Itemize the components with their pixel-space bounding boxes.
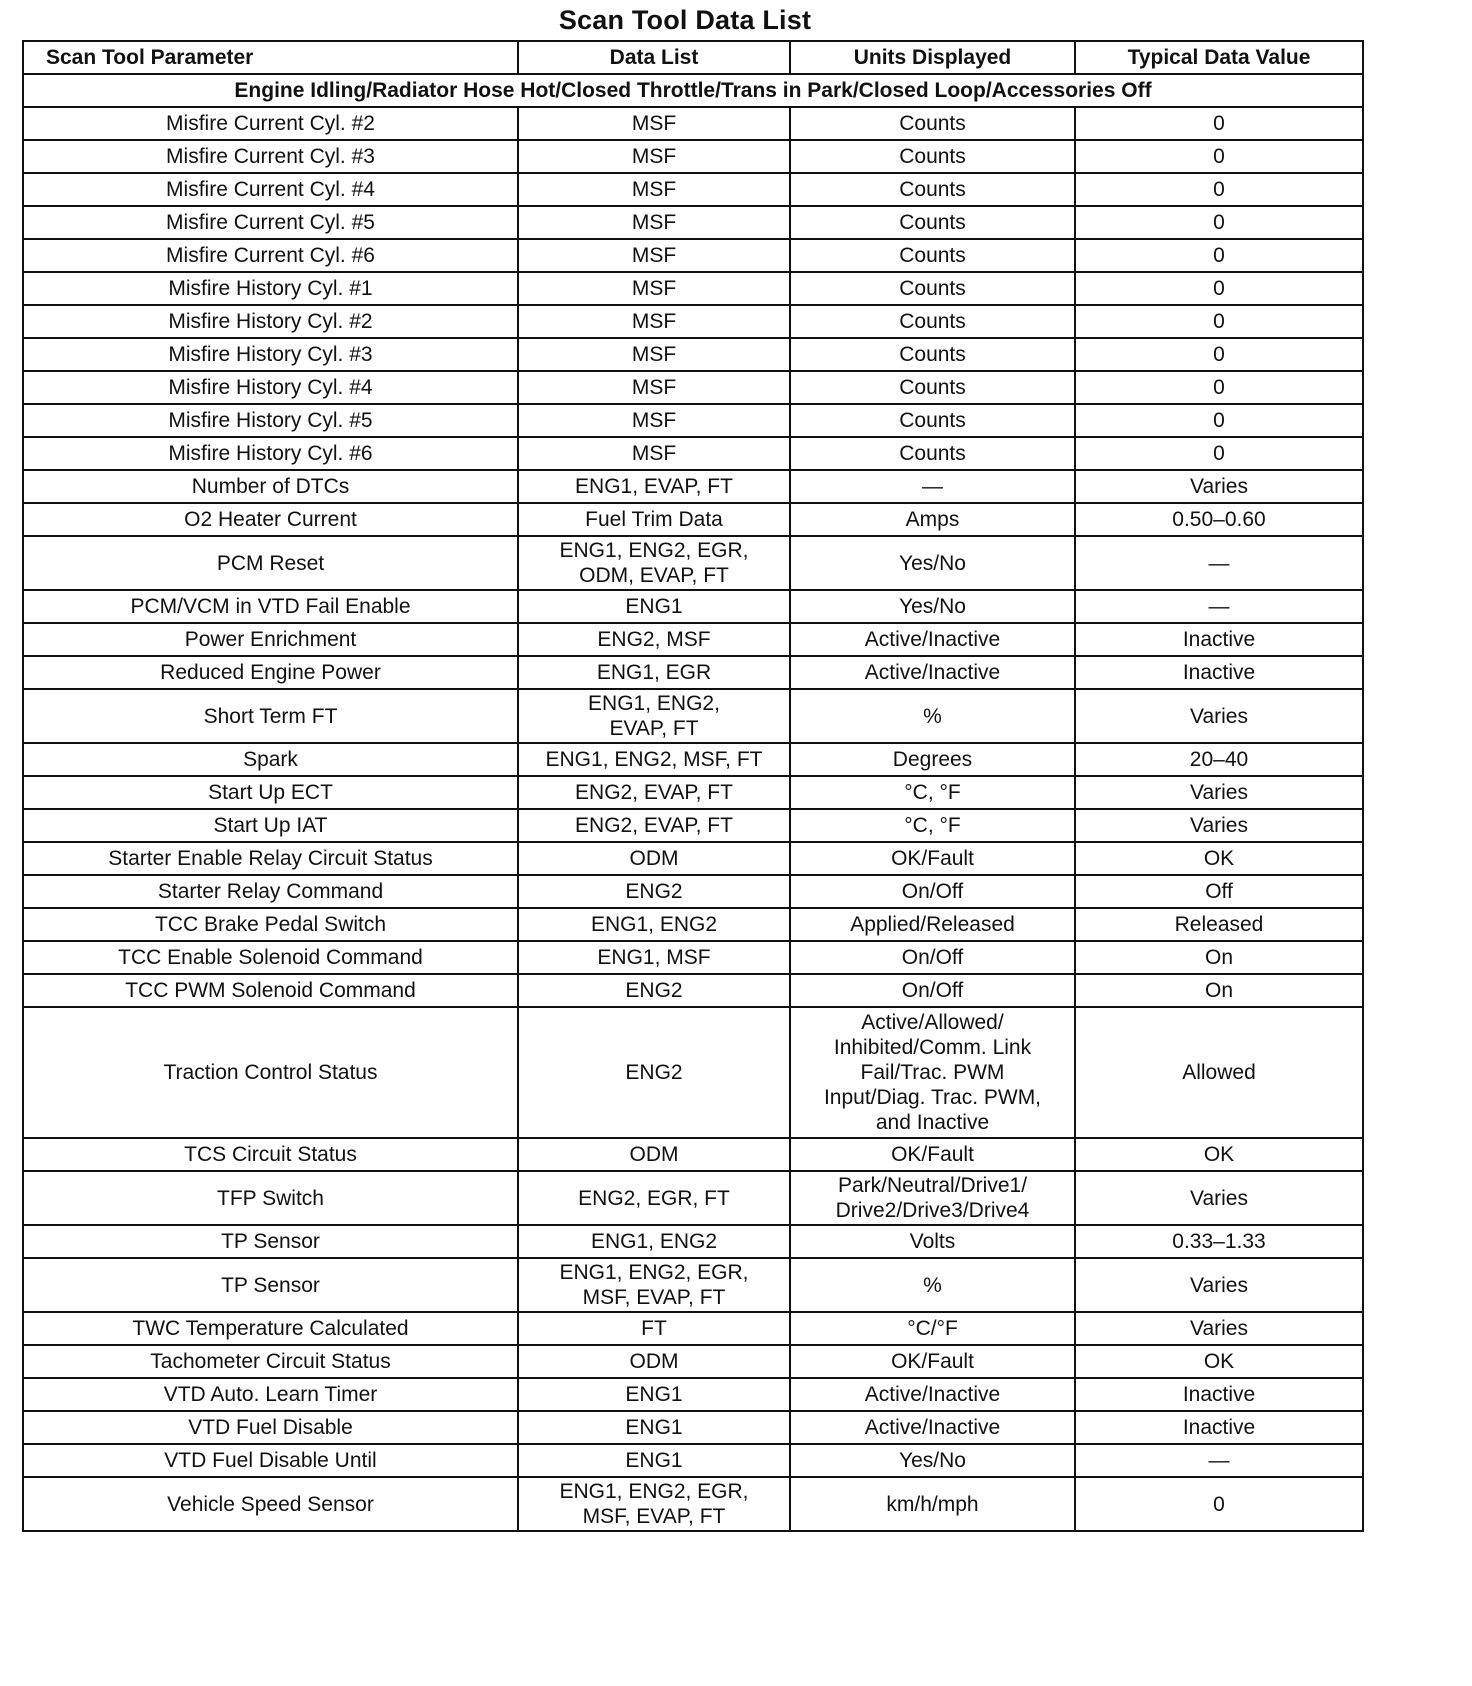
cell-parameter: TP Sensor	[23, 1258, 518, 1312]
table-row	[23, 140, 1363, 173]
cell-units: °C, °F	[790, 809, 1075, 842]
cell-data-list: ENG2	[518, 1007, 790, 1138]
cell-data-list: ODM	[518, 1138, 790, 1171]
cell-typical-value: On	[1075, 974, 1363, 1007]
cell-parameter: Tachometer Circuit Status	[23, 1345, 518, 1378]
cell-units: Counts	[790, 371, 1075, 404]
cell-parameter: Misfire History Cyl. #5	[23, 404, 518, 437]
cell-data-list: ENG1, ENG2, MSF, FT	[518, 743, 790, 776]
cell-typical-value: Inactive	[1075, 656, 1363, 689]
table-row	[23, 107, 1363, 140]
cell-units: Volts	[790, 1225, 1075, 1258]
cell-typical-value: Varies	[1075, 689, 1363, 743]
table-row	[23, 305, 1363, 338]
cell-parameter: Misfire Current Cyl. #5	[23, 206, 518, 239]
cell-typical-value: 0.33–1.33	[1075, 1225, 1363, 1258]
column-header-data-list: Data List	[518, 41, 790, 74]
cell-data-list: MSF	[518, 140, 790, 173]
cell-parameter: TFP Switch	[23, 1171, 518, 1225]
cell-data-list: ENG1, MSF	[518, 941, 790, 974]
table-row	[23, 842, 1363, 875]
cell-parameter: VTD Fuel Disable	[23, 1411, 518, 1444]
table-row	[23, 1138, 1363, 1171]
table-row	[23, 371, 1363, 404]
cell-units: —	[790, 470, 1075, 503]
table-row	[23, 404, 1363, 437]
table-row	[23, 1312, 1363, 1345]
cell-units: Counts	[790, 206, 1075, 239]
cell-typical-value: Varies	[1075, 1171, 1363, 1225]
cell-parameter: Misfire Current Cyl. #3	[23, 140, 518, 173]
cell-data-list: ENG1, ENG2	[518, 908, 790, 941]
cell-data-list: MSF	[518, 239, 790, 272]
cell-units: On/Off	[790, 941, 1075, 974]
table-row	[23, 875, 1363, 908]
cell-units: Active/Inactive	[790, 1411, 1075, 1444]
cell-units: Counts	[790, 239, 1075, 272]
header-row	[23, 41, 1363, 74]
cell-parameter: TCC Enable Solenoid Command	[23, 941, 518, 974]
cell-units: Amps	[790, 503, 1075, 536]
table-row	[23, 470, 1363, 503]
cell-data-list: ENG1	[518, 590, 790, 623]
cell-parameter: TWC Temperature Calculated	[23, 1312, 518, 1345]
table-row	[23, 206, 1363, 239]
cell-typical-value: Allowed	[1075, 1007, 1363, 1138]
cell-parameter: TCC PWM Solenoid Command	[23, 974, 518, 1007]
cell-data-list: MSF	[518, 437, 790, 470]
table-row	[23, 1345, 1363, 1378]
cell-data-list: ENG2, EVAP, FT	[518, 776, 790, 809]
cell-typical-value: Inactive	[1075, 623, 1363, 656]
cell-typical-value: —	[1075, 590, 1363, 623]
table-row	[23, 338, 1363, 371]
table-row	[23, 1411, 1363, 1444]
cell-typical-value: 0	[1075, 404, 1363, 437]
cell-units: OK/Fault	[790, 1345, 1075, 1378]
page-title: Scan Tool Data List	[558, 5, 812, 35]
cell-typical-value: Off	[1075, 875, 1363, 908]
cell-typical-value: Inactive	[1075, 1411, 1363, 1444]
table-row	[23, 908, 1363, 941]
cell-units: Counts	[790, 404, 1075, 437]
cell-typical-value: 0	[1075, 338, 1363, 371]
cell-data-list: ENG2, MSF	[518, 623, 790, 656]
cell-data-list: ENG2	[518, 875, 790, 908]
cell-parameter: Misfire History Cyl. #6	[23, 437, 518, 470]
cell-data-list: Fuel Trim Data	[518, 503, 790, 536]
cell-typical-value: —	[1075, 536, 1363, 590]
cell-units: %	[790, 1258, 1075, 1312]
cell-typical-value: Varies	[1075, 1258, 1363, 1312]
column-header-parameter: Scan Tool Parameter	[23, 41, 518, 74]
cell-data-list: MSF	[518, 206, 790, 239]
cell-parameter: O2 Heater Current	[23, 503, 518, 536]
cell-typical-value: 0	[1075, 107, 1363, 140]
cell-parameter: VTD Auto. Learn Timer	[23, 1378, 518, 1411]
cell-typical-value: 20–40	[1075, 743, 1363, 776]
cell-data-list: MSF	[518, 305, 790, 338]
table-row	[23, 503, 1363, 536]
cell-parameter: Misfire Current Cyl. #6	[23, 239, 518, 272]
cell-typical-value: On	[1075, 941, 1363, 974]
table-body	[23, 74, 1363, 1531]
cell-units: Applied/Released	[790, 908, 1075, 941]
cell-parameter: TCC Brake Pedal Switch	[23, 908, 518, 941]
cell-data-list: ENG1, ENG2, EGR, MSF, EVAP, FT	[518, 1477, 790, 1531]
cell-typical-value: Released	[1075, 908, 1363, 941]
cell-units: Counts	[790, 107, 1075, 140]
cell-units: km/h/mph	[790, 1477, 1075, 1531]
table-row	[23, 776, 1363, 809]
table-row	[23, 590, 1363, 623]
cell-typical-value: Varies	[1075, 776, 1363, 809]
cell-parameter: Short Term FT	[23, 689, 518, 743]
table-row	[23, 239, 1363, 272]
cell-data-list: MSF	[518, 338, 790, 371]
cell-typical-value: OK	[1075, 1138, 1363, 1171]
cell-data-list: MSF	[518, 371, 790, 404]
cell-units: On/Off	[790, 875, 1075, 908]
table-row	[23, 173, 1363, 206]
cell-typical-value: 0	[1075, 272, 1363, 305]
cell-typical-value: 0	[1075, 371, 1363, 404]
cell-data-list: MSF	[518, 173, 790, 206]
table-row	[23, 1378, 1363, 1411]
scan-tool-data-table	[22, 40, 1364, 1532]
cell-parameter: Start Up IAT	[23, 809, 518, 842]
cell-typical-value: 0	[1075, 173, 1363, 206]
cell-parameter: Misfire History Cyl. #2	[23, 305, 518, 338]
cell-parameter: PCM Reset	[23, 536, 518, 590]
cell-typical-value: Inactive	[1075, 1378, 1363, 1411]
cell-parameter: Reduced Engine Power	[23, 656, 518, 689]
column-header-typical-value: Typical Data Value	[1075, 41, 1363, 74]
cell-units: Active/Inactive	[790, 656, 1075, 689]
table-row	[23, 1171, 1363, 1225]
cell-data-list: ENG1	[518, 1444, 790, 1477]
cell-parameter: Traction Control Status	[23, 1007, 518, 1138]
cell-data-list: ENG1, EGR	[518, 656, 790, 689]
cell-data-list: ENG2, EVAP, FT	[518, 809, 790, 842]
cell-units: °C, °F	[790, 776, 1075, 809]
cell-units: Counts	[790, 437, 1075, 470]
table-row	[23, 689, 1363, 743]
cell-parameter: TCS Circuit Status	[23, 1138, 518, 1171]
cell-parameter: Misfire History Cyl. #1	[23, 272, 518, 305]
cell-units: Degrees	[790, 743, 1075, 776]
table-row	[23, 941, 1363, 974]
cell-typical-value: Varies	[1075, 470, 1363, 503]
cell-units: °C/°F	[790, 1312, 1075, 1345]
cell-parameter: Misfire Current Cyl. #4	[23, 173, 518, 206]
cell-data-list: MSF	[518, 404, 790, 437]
cell-parameter: Power Enrichment	[23, 623, 518, 656]
cell-units: Yes/No	[790, 536, 1075, 590]
cell-units: Counts	[790, 173, 1075, 206]
cell-data-list: MSF	[518, 272, 790, 305]
cell-parameter: TP Sensor	[23, 1225, 518, 1258]
table-row	[23, 1258, 1363, 1312]
table-row	[23, 623, 1363, 656]
cell-units: Active/Allowed/ Inhibited/Comm. Link Fail/Trac. PWM Input/Diag. Trac. PWM, and Inactive	[790, 1007, 1075, 1138]
cell-data-list: ENG1, ENG2, EVAP, FT	[518, 689, 790, 743]
cell-parameter: Spark	[23, 743, 518, 776]
cell-units: %	[790, 689, 1075, 743]
cell-parameter: Start Up ECT	[23, 776, 518, 809]
cell-parameter: VTD Fuel Disable Until	[23, 1444, 518, 1477]
table-row	[23, 1477, 1363, 1531]
table-row	[23, 1225, 1363, 1258]
cell-units: On/Off	[790, 974, 1075, 1007]
cell-units: Active/Inactive	[790, 1378, 1075, 1411]
cell-units: OK/Fault	[790, 1138, 1075, 1171]
cell-parameter: Misfire Current Cyl. #2	[23, 107, 518, 140]
cell-units: Counts	[790, 272, 1075, 305]
cell-data-list: ENG2	[518, 974, 790, 1007]
cell-data-list: MSF	[518, 107, 790, 140]
cell-data-list: ENG1, ENG2	[518, 1225, 790, 1258]
cell-typical-value: 0	[1075, 239, 1363, 272]
table-row	[23, 1007, 1363, 1138]
cell-data-list: ODM	[518, 1345, 790, 1378]
table-row	[23, 656, 1363, 689]
cell-typical-value: 0	[1075, 437, 1363, 470]
cell-typical-value: 0.50–0.60	[1075, 503, 1363, 536]
cell-typical-value: OK	[1075, 842, 1363, 875]
cell-data-list: ODM	[518, 842, 790, 875]
cell-units: Counts	[790, 338, 1075, 371]
cell-data-list: ENG1, ENG2, EGR, ODM, EVAP, FT	[518, 536, 790, 590]
cell-typical-value: 0	[1075, 1477, 1363, 1531]
table-row	[23, 1444, 1363, 1477]
cell-typical-value: Varies	[1075, 809, 1363, 842]
cell-data-list: ENG1, ENG2, EGR, MSF, EVAP, FT	[518, 1258, 790, 1312]
condition-row	[23, 74, 1363, 107]
table-row	[23, 437, 1363, 470]
cell-parameter: Starter Relay Command	[23, 875, 518, 908]
cell-parameter: Number of DTCs	[23, 470, 518, 503]
cell-data-list: FT	[518, 1312, 790, 1345]
condition-text: Engine Idling/Radiator Hose Hot/Closed Throttle/Trans in Park/Closed Loop/Accessories Off	[23, 74, 1363, 107]
table-row	[23, 974, 1363, 1007]
table-row	[23, 809, 1363, 842]
column-header-units: Units Displayed	[790, 41, 1075, 74]
cell-data-list: ENG2, EGR, FT	[518, 1171, 790, 1225]
cell-data-list: ENG1, EVAP, FT	[518, 470, 790, 503]
cell-units: Counts	[790, 140, 1075, 173]
cell-parameter: Misfire History Cyl. #4	[23, 371, 518, 404]
cell-typical-value: 0	[1075, 206, 1363, 239]
cell-typical-value: 0	[1075, 140, 1363, 173]
cell-typical-value: OK	[1075, 1345, 1363, 1378]
cell-parameter: PCM/VCM in VTD Fail Enable	[23, 590, 518, 623]
cell-units: Counts	[790, 305, 1075, 338]
cell-units: Yes/No	[790, 590, 1075, 623]
cell-units: Active/Inactive	[790, 623, 1075, 656]
cell-typical-value: Varies	[1075, 1312, 1363, 1345]
cell-units: Park/Neutral/Drive1/ Drive2/Drive3/Drive4	[790, 1171, 1075, 1225]
table-row	[23, 272, 1363, 305]
table-row	[23, 743, 1363, 776]
cell-parameter: Vehicle Speed Sensor	[23, 1477, 518, 1531]
cell-data-list: ENG1	[518, 1378, 790, 1411]
cell-typical-value: 0	[1075, 305, 1363, 338]
cell-typical-value: —	[1075, 1444, 1363, 1477]
cell-parameter: Starter Enable Relay Circuit Status	[23, 842, 518, 875]
table-row	[23, 536, 1363, 590]
cell-parameter: Misfire History Cyl. #3	[23, 338, 518, 371]
cell-units: Yes/No	[790, 1444, 1075, 1477]
cell-units: OK/Fault	[790, 842, 1075, 875]
cell-data-list: ENG1	[518, 1411, 790, 1444]
